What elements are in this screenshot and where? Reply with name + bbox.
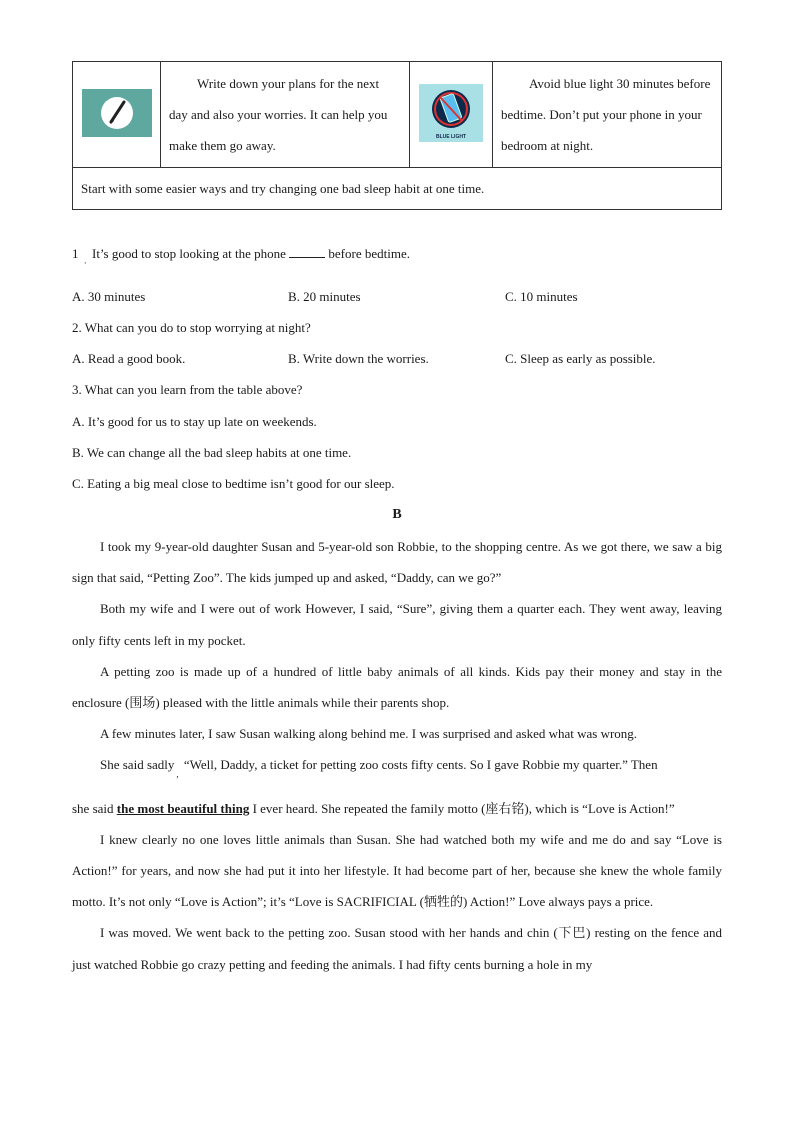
tips-footer-text: Start with some easier ways and try changing one bad sleep habit at one time. (81, 180, 485, 196)
passage-paragraph-2: Both my wife and I were out of work However, I said, “Sure”, giving them a quarter each. They went away, leaving only fifty cents left in my pocket. (72, 601, 722, 648)
passage-paragraph-3: A petting zoo is made up of a hundred of little baby animals of all kinds. Kids pay their money and stay in the enclosure (围场) pleased with the little animals while their parents shop. (72, 663, 722, 711)
p5-part-b: “Well, Daddy, a ticket for petting zoo costs fifty cents. So I gave Robbie my quarter.” Then (183, 757, 658, 773)
question-2: 2. What can you do to stop worrying at night? (72, 320, 311, 335)
question-1-blank (289, 245, 325, 258)
section-b-heading: B (392, 507, 402, 522)
underlined-phrase: the most beautiful thing (116, 800, 250, 816)
p6-part-a: she said (72, 800, 114, 816)
passage-paragraph-7: I knew clearly no one loves little animals than Susan. She had watched both my wife and me do and say “Love is Action!” for years, and now she had put it into her lifestyle. It had become part of her, because she knew the whole family motto. It’s not only “Love is Action”; it’s “Love is SACRIFICIAL (牺牲的) Action!” Love always pays a price. (72, 831, 722, 910)
pen-icon-cell (73, 62, 161, 168)
passage-paragraph-8: I was moved. We went back to the petting zoo. Susan stood with her hands and chin (下巴) resting on the fence and just watched Robbie go crazy petting and feeding the animals. I had fifty cents burning a hole in my (72, 925, 722, 972)
q1-option-b: B. 20 minutes (288, 289, 361, 304)
question-1-text-after: before bedtime. (328, 246, 410, 261)
passage-paragraph-5: She said sadly$_,$ “Well, Daddy, a ticket for petting zoo costs fifty cents. So I gave Robbie my quarter.” Then (100, 757, 658, 780)
question-1-number: 1 (72, 246, 79, 261)
tip-blue-light-cell (493, 62, 722, 168)
q3-option-b: B. We can change all the bad sleep habits at one time. (72, 445, 352, 460)
q1-option-c: C. 10 minutes (505, 289, 578, 304)
blue-light-phone-icon (419, 84, 483, 142)
passage-paragraph-4: A few minutes later, I saw Susan walking along behind me. I was surprised and asked what was wrong. (100, 726, 638, 742)
q2-option-a: A. Read a good book. (72, 351, 186, 366)
pen-icon (82, 89, 152, 137)
passage-paragraph-1: I took my 9-year-old daughter Susan and 5-year-old son Robbie, to the shopping centre. As we got there, we saw a big sign that said, “Petting Zoo”. The kids jumped up and asked, “Daddy, can we go?” (72, 539, 722, 586)
blue-light-label: BLUE LIGHT (436, 133, 466, 140)
passage-b (72, 531, 722, 980)
q2-option-b: B. Write down the worries. (288, 351, 429, 366)
q1-option-a: A. 30 minutes (72, 289, 146, 304)
tips-table (72, 61, 722, 210)
tip-writing-text: Write down your plans for the next day and also your worries. It can help you make them go away. (169, 76, 388, 153)
tip-writing-cell (161, 62, 410, 168)
tips-table-wrapper (72, 61, 722, 210)
question-1-text-before: It’s good to stop looking at the phone (92, 246, 286, 261)
phone-icon-cell (410, 62, 493, 168)
q2-option-c: C. Sleep as early as possible. (505, 351, 656, 366)
q3-option-a: A. It’s good for us to stay up late on weekends. (72, 414, 317, 429)
tip-blue-light-text: Avoid blue light 30 minutes before bedtime. Don’t put your phone in your bedroom at night. (501, 76, 711, 153)
q3-option-c: C. Eating a big meal close to bedtime isn’t good for our sleep. (72, 476, 395, 491)
tips-footer-cell (73, 168, 722, 210)
p5-part-a: She said sadly (100, 757, 175, 773)
passage-paragraph-6 (72, 793, 722, 824)
question-3: 3. What can you learn from the table above? (72, 382, 303, 397)
question-1: 1 $_\cdot$ It’s good to stop looking at the phone before bedtime. (72, 246, 410, 268)
p6-part-b: I ever heard. She repeated the family motto (座右铭), which is “Love is Action!” (252, 800, 675, 816)
